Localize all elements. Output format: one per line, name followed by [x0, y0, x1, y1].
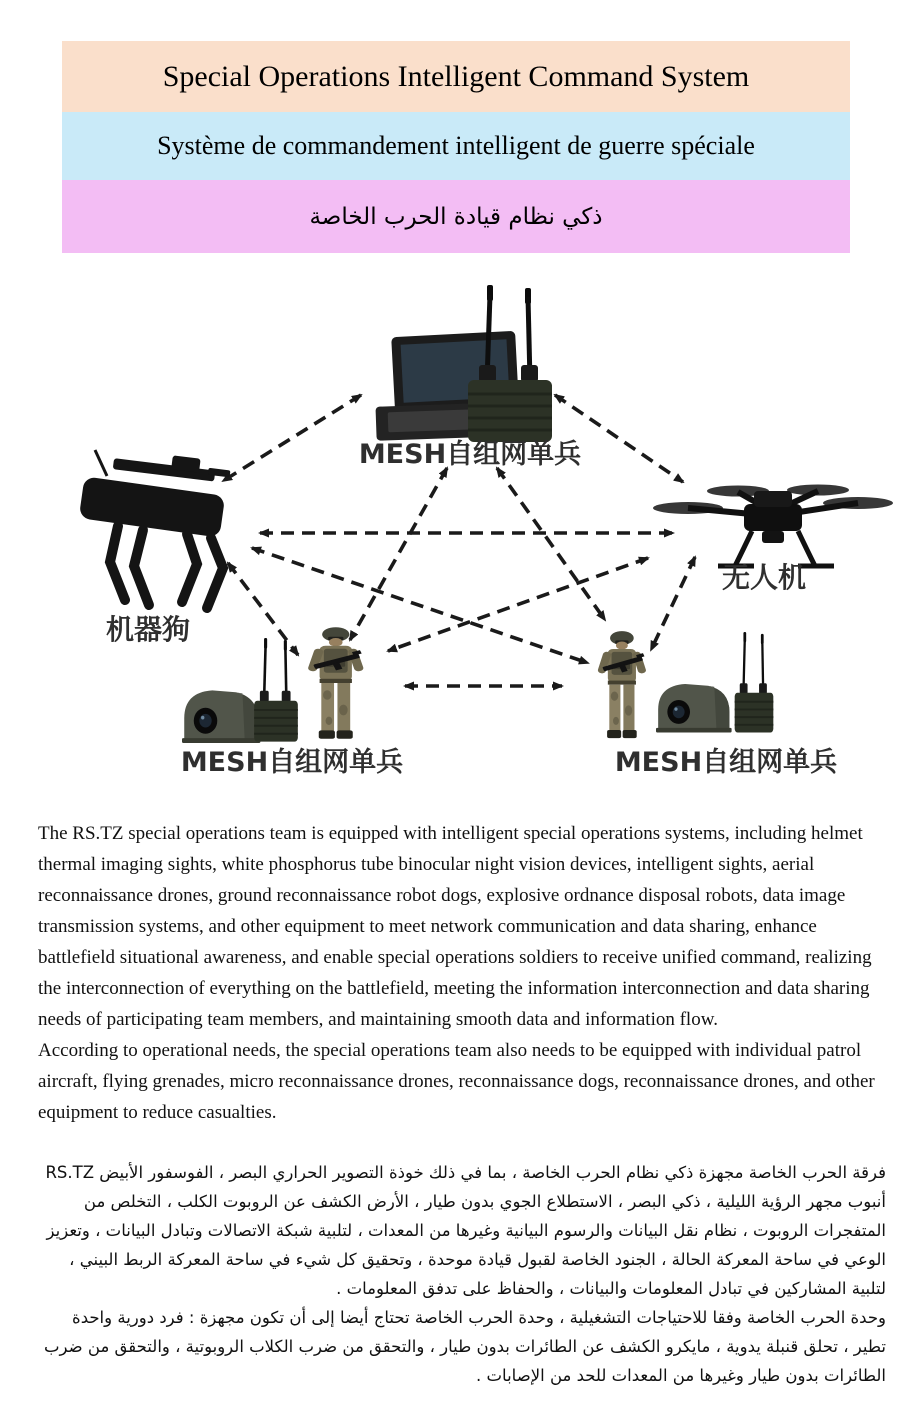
dome-camera-icon-left — [182, 690, 260, 743]
node-label-robot-dog: 机器狗 — [105, 613, 190, 646]
title-banner-english — [62, 41, 850, 112]
mesh-radio-icon-right — [735, 632, 774, 732]
drone-icon — [653, 485, 893, 567]
title-banner-arabic — [62, 180, 850, 253]
node-label-drone: 无人机 — [721, 561, 806, 594]
page-title-fr: Système de commandement intelligent de guerre spéciale — [157, 131, 755, 160]
english-paragraph-1: The RS.TZ special operations team is equipped with intelligent special operations systems, including helmet thermal imaging sights, white phosphorus tube binocular night vision devices, intelligent sights, aerial reconnaissance drones, ground reconnaissance robot dogs, explosive ordnance disposal robots, data image transmission systems, and other equipment to meet network communication and data sharing, enhance battlefield situational awareness, and enable special operations soldiers to receive unified command, realizing the interconnection of everything on the battlefield, meeting the information interconnection and data sharing needs of participating team members, and maintaining smooth data and information flow. — [38, 823, 872, 1030]
mesh-network-diagram — [0, 270, 924, 810]
arabic-paragraph-2: وحدة الحرب الخاصة وفقا للاحتياجات التشغيلية ، وحدة الحرب الخاصة تحتاج أيضا إلى أن تكون مجهزة : فرد دورية واحدة تطير ، تحلق قنبلة يدوية ، مايكرو الكشف عن الطائرات بدون طيار ، والتحقق من ضرب الكلاب الروبوتية ، والتحقق من ضرب الطائرات بدون طيار وغيرها من المعدات للحد من الإصابات . — [44, 1308, 886, 1385]
soldier-icon-left — [307, 627, 366, 739]
node-label-mesh-bottom-right: MESH自组网单兵 — [614, 747, 838, 778]
dome-camera-icon-right — [656, 684, 732, 732]
robot-dog-icon — [79, 448, 232, 608]
node-label-mesh-top: MESH自组网单兵 — [358, 439, 582, 470]
mesh-radio-icon-left — [254, 638, 298, 742]
node-label-mesh-bottom-left: MESH自组网单兵 — [180, 747, 404, 778]
body-text-english — [38, 818, 890, 1128]
english-paragraph-2: According to operational needs, the special operations team also needs to be equipped with individual patrol aircraft, flying grenades, micro reconnaissance drones, reconnaissance dogs, reconnaissance drones, and other equipment to reduce casualties. — [38, 1040, 875, 1123]
page-title-en: Special Operations Intelligent Command System — [162, 59, 750, 93]
soldier-icon-right — [597, 631, 648, 738]
title-banner-french — [62, 112, 850, 180]
diagram-canvas — [0, 270, 924, 810]
body-text-arabic — [38, 1158, 886, 1390]
arabic-paragraph-1: فرقة الحرب الخاصة مجهزة ذكي نظام الحرب الخاصة ، بما في ذلك خوذة التصوير الحراري البصر ، الفوسفور الأبيض RS.TZ أنبوب مجهر الرؤية الليلية ، ذكي البصر ، الاستطلاع الجوي بدون طيار ، الأرض الكشف عن الروبوت الكلب ، التخلص من المتفجرات الروبوت ، نظام نقل البيانات والرسوم البيانية وغيرها من المعدات ، لتلبية شبكة الاتصالات وتبادل البيانات ، وتعزيز الوعي في ساحة المعركة الحالة ، الجنود الخاصة لقبول قيادة موحدة ، وتحقيق كل شيء في ساحة المعركة الربط البيني ، لتلبية المشاركين في تبادل المعلومات والبيانات ، والحفاظ على تدفق المعلومات . — [45, 1163, 886, 1298]
page-title-ar: ذكي نظام قيادة الحرب الخاصة — [309, 203, 603, 230]
